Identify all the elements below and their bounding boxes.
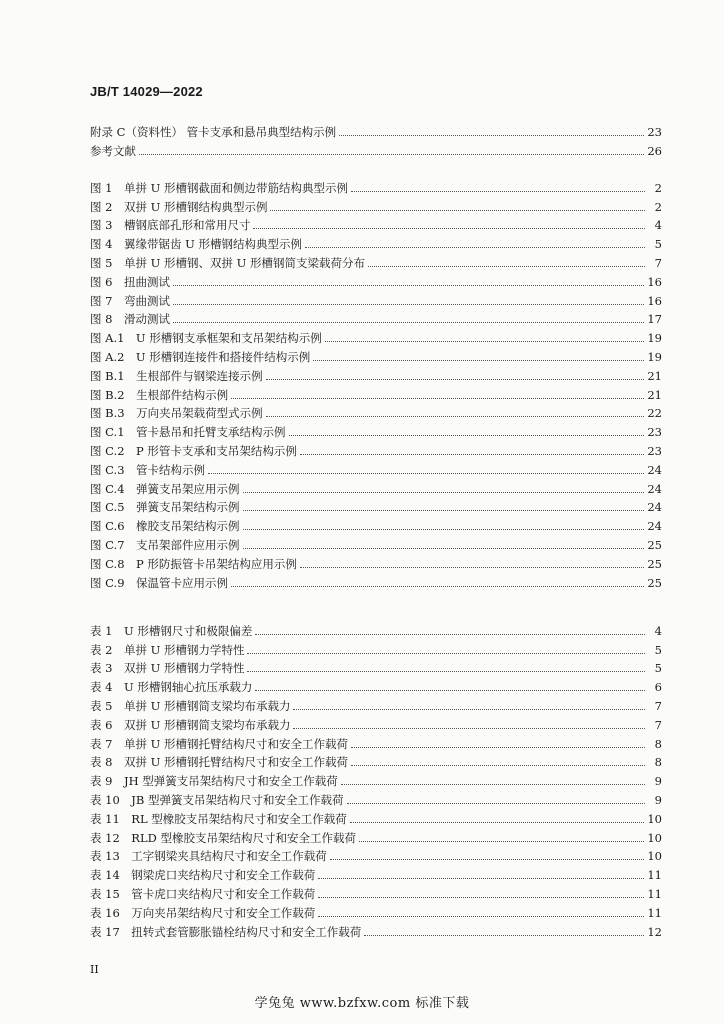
dot-leader (351, 764, 645, 766)
toc-entry[interactable] (90, 657, 662, 676)
toc-entry-page: 19 (647, 331, 662, 346)
dot-leader (243, 528, 645, 530)
toc-entry-label: 图 C.8 P 形防振管卡吊架结构应用示例 (90, 556, 297, 571)
toc-entry-label: 表 16 万向夹吊架结构尺寸和安全工作载荷 (90, 905, 316, 920)
toc-entry-label: 图 8 滑动测试 (90, 312, 170, 327)
toc-entry-label: 表 5 单拼 U 形槽钢简支梁均布承载力 (90, 698, 291, 713)
toc-entry-label: 图 2 双拼 U 形槽钢结构典型示例 (90, 199, 268, 214)
toc-entry-page: 2 (654, 180, 662, 195)
toc-entry-page: 10 (647, 849, 662, 864)
toc-entry[interactable] (90, 863, 662, 882)
toc-entry[interactable] (90, 270, 662, 289)
dot-leader (339, 134, 644, 136)
dot-leader (347, 802, 645, 804)
toc-entry[interactable] (90, 195, 662, 214)
toc-entry-label: 表 17 扭转式套管膨胀锚栓结构尺寸和安全工作载荷 (90, 924, 362, 939)
toc-entry-page: 6 (654, 680, 662, 695)
toc-entry-page: 24 (647, 519, 662, 534)
toc-entry-page: 24 (647, 500, 662, 515)
toc-entry[interactable] (90, 533, 662, 552)
toc-entry-label: 图 C.9 保温管卡应用示例 (90, 575, 229, 590)
toc-entry-label: 表 8 双拼 U 形槽钢托臂结构尺寸和安全工作载荷 (90, 755, 348, 770)
toc-entry-label: 图 A.2 U 形槽钢连接件和搭接件结构示例 (90, 349, 311, 364)
toc-entry-page: 25 (647, 537, 662, 552)
dot-leader (208, 472, 644, 474)
toc-entry[interactable] (90, 251, 662, 270)
toc-entry-label: 表 2 单拼 U 形槽钢力学特性 (90, 642, 245, 657)
toc-entry-label: 图 C.7 支吊架部件应用示例 (90, 537, 240, 552)
dot-leader (247, 670, 645, 672)
toc-entry[interactable] (90, 345, 662, 364)
toc-entry-page: 21 (647, 368, 662, 383)
toc-entry-label: 图 C.6 橡胶支吊架结构示例 (90, 519, 240, 534)
toc-entry-page: 4 (654, 623, 662, 638)
dot-leader (300, 453, 644, 455)
toc-entry[interactable] (90, 807, 662, 826)
toc-entry-label: 表 15 管卡虎口夹结构尺寸和安全工作载荷 (90, 886, 316, 901)
toc-entry-label: 图 5 单拼 U 形槽钢、双拼 U 形槽钢简支梁载荷分布 (90, 255, 365, 270)
dot-leader (173, 303, 644, 305)
dot-leader (173, 284, 644, 286)
toc-entry-label: 图 7 弯曲测试 (90, 293, 170, 308)
toc-entry-page: 7 (654, 255, 662, 270)
toc-entry-page: 8 (654, 736, 662, 751)
toc-entry[interactable] (90, 514, 662, 533)
toc-entry-label: 表 14 钢梁虎口夹结构尺寸和安全工作载荷 (90, 868, 316, 883)
dot-leader (364, 934, 644, 936)
toc-entry-page: 11 (647, 868, 662, 883)
toc-entry-page: 19 (647, 349, 662, 364)
dot-leader (270, 209, 645, 211)
toc-entry-page: 7 (654, 717, 662, 732)
toc-entry[interactable] (90, 552, 662, 571)
standard-code: JB/T 14029—2022 (90, 84, 203, 99)
toc-entry[interactable] (90, 675, 662, 694)
toc-entry[interactable] (90, 402, 662, 421)
toc-entry[interactable] (90, 383, 662, 402)
toc-entry-page: 23 (647, 124, 662, 139)
dot-leader (318, 915, 644, 917)
toc-entry-label: 图 B.2 生根部件结构示例 (90, 387, 229, 402)
toc-entry-page: 2 (654, 199, 662, 214)
toc-entry[interactable] (90, 901, 662, 920)
dot-leader (293, 708, 645, 710)
toc-entry-page: 16 (647, 274, 662, 289)
toc-entry[interactable] (90, 458, 662, 477)
dot-leader (243, 491, 645, 493)
toc-entry-page: 5 (654, 661, 662, 676)
dot-leader (231, 397, 644, 399)
toc-table-list (90, 619, 662, 939)
dot-leader (255, 633, 645, 635)
toc-entry-page: 7 (654, 698, 662, 713)
toc-entry[interactable] (90, 694, 662, 713)
toc-entry-label: 附录 C（资料性） 管卡支承和悬吊典型结构示例 (90, 124, 337, 139)
toc-entry-page: 4 (654, 218, 662, 233)
toc-entry-page: 24 (647, 481, 662, 496)
toc-entry-page: 10 (647, 830, 662, 845)
dot-leader (255, 689, 645, 691)
dot-leader (243, 509, 645, 511)
toc-entry-page: 12 (647, 924, 662, 939)
toc-entry[interactable] (90, 619, 662, 638)
toc-entry-label: 图 C.5 弹簧支吊架结构示例 (90, 500, 240, 515)
dot-leader (350, 821, 645, 823)
page-number: II (90, 963, 99, 976)
dot-leader (243, 547, 645, 549)
toc-entry[interactable] (90, 788, 662, 807)
toc-entry-label: 图 C.4 弹簧支吊架应用示例 (90, 481, 240, 496)
dot-leader (359, 840, 644, 842)
toc-entry-label: 图 C.1 管卡悬吊和托臂支承结构示例 (90, 425, 286, 440)
toc-entry-label: 表 4 U 形槽钢轴心抗压承载力 (90, 680, 253, 695)
toc-entry-page: 24 (647, 462, 662, 477)
toc-entry-page: 9 (654, 774, 662, 789)
toc-entry-label: 图 A.1 U 形槽钢支承框架和支吊架结构示例 (90, 331, 322, 346)
toc-appendix-section (90, 120, 662, 158)
toc-entry[interactable] (90, 845, 662, 864)
toc-figure-list (90, 176, 662, 590)
toc-entry-label: 表 13 工字钢梁夹具结构尺寸和安全工作载荷 (90, 849, 327, 864)
toc-entry[interactable] (90, 120, 662, 139)
toc-entry-page: 23 (647, 443, 662, 458)
toc-entry[interactable] (90, 289, 662, 308)
toc-entry-label: 图 C.3 管卡结构示例 (90, 462, 206, 477)
dot-leader (300, 566, 644, 568)
toc-entry[interactable] (90, 732, 662, 751)
toc-entry[interactable] (90, 751, 662, 770)
toc-entry-page: 9 (654, 792, 662, 807)
dot-leader (266, 378, 645, 380)
toc-entry-label: 表 10 JB 型弹簧支吊架结构尺寸和安全工作载荷 (90, 792, 344, 807)
toc-entry-label: 参考文献 (90, 143, 136, 158)
toc-entry[interactable] (90, 308, 662, 327)
toc-entry-label: 表 6 双拼 U 形槽钢简支梁均布承载力 (90, 717, 291, 732)
toc-entry-page: 5 (654, 237, 662, 252)
dot-leader (289, 434, 645, 436)
toc-entry[interactable] (90, 496, 662, 515)
dot-leader (318, 877, 644, 879)
dot-leader (173, 321, 644, 323)
dot-leader (351, 190, 645, 192)
toc-entry[interactable] (90, 571, 662, 590)
toc-entry[interactable] (90, 139, 662, 158)
toc-entry-page: 16 (647, 293, 662, 308)
toc-entry-page: 21 (647, 387, 662, 402)
dot-leader (266, 415, 645, 417)
dot-leader (253, 227, 645, 229)
toc-entry-label: 表 7 单拼 U 形槽钢托臂结构尺寸和安全工作载荷 (90, 736, 348, 751)
toc-entry-label: 图 6 扭曲测试 (90, 274, 170, 289)
toc-entry[interactable] (90, 176, 662, 195)
dot-leader (305, 246, 645, 248)
toc-entry-page: 23 (647, 425, 662, 440)
toc-entry-label: 图 B.1 生根部件与钢梁连接示例 (90, 368, 263, 383)
toc-entry[interactable] (90, 364, 662, 383)
toc-entry-page: 10 (647, 811, 662, 826)
toc-entry-page: 5 (654, 642, 662, 657)
toc-entry-page: 25 (647, 556, 662, 571)
toc-entry-label: 图 3 槽钢底部孔形和常用尺寸 (90, 218, 251, 233)
toc-entry-label: 表 3 双拼 U 形槽钢力学特性 (90, 661, 245, 676)
toc-entry-page: 17 (647, 312, 662, 327)
toc-entry-label: 图 4 翼缘带锯齿 U 形槽钢结构典型示例 (90, 237, 302, 252)
toc-entry-label: 表 9 JH 型弹簧支吊架结构尺寸和安全工作载荷 (90, 774, 338, 789)
toc-entry[interactable] (90, 232, 662, 251)
toc-entry-page: 11 (647, 905, 662, 920)
toc-entry[interactable] (90, 439, 662, 458)
toc-entry[interactable] (90, 326, 662, 345)
toc-entry-label: 图 C.2 P 形管卡支承和支吊架结构示例 (90, 443, 297, 458)
toc-entry[interactable] (90, 420, 662, 439)
dot-leader (351, 746, 645, 748)
toc-entry-page: 22 (647, 406, 662, 421)
dot-leader (330, 858, 645, 860)
toc-entry[interactable] (90, 769, 662, 788)
toc-entry[interactable] (90, 214, 662, 233)
dot-leader (293, 727, 645, 729)
toc-entry-page: 8 (654, 755, 662, 770)
toc-entry-label: 图 B.3 万向夹吊架载荷型式示例 (90, 406, 263, 421)
toc-entry[interactable] (90, 638, 662, 657)
dot-leader (231, 585, 644, 587)
toc-entry-page: 26 (647, 143, 662, 158)
toc-entry[interactable] (90, 882, 662, 901)
footer-watermark: 学兔兔 www.bzfxw.com 标准下载 (254, 996, 470, 1011)
toc-entry-label: 表 12 RLD 型橡胶支吊架结构尺寸和安全工作载荷 (90, 830, 356, 845)
toc-entry[interactable] (90, 713, 662, 732)
dot-leader (247, 652, 645, 654)
toc-entry[interactable] (90, 477, 662, 496)
dot-leader (325, 340, 645, 342)
toc-entry-page: 11 (647, 886, 662, 901)
toc-entry[interactable] (90, 826, 662, 845)
toc-entry-label: 图 1 单拼 U 形槽钢截面和侧边带筋结构典型示例 (90, 180, 348, 195)
dot-leader (139, 153, 644, 155)
toc-entry-label: 表 11 RL 型橡胶支吊架结构尺寸和安全工作载荷 (90, 811, 347, 826)
toc-entry[interactable] (90, 920, 662, 939)
toc-entry-label: 表 1 U 形槽钢尺寸和极限偏差 (90, 623, 253, 638)
dot-leader (313, 359, 644, 361)
dot-leader (368, 265, 645, 267)
toc-entry-page: 25 (647, 575, 662, 590)
dot-leader (341, 783, 645, 785)
dot-leader (318, 896, 644, 898)
